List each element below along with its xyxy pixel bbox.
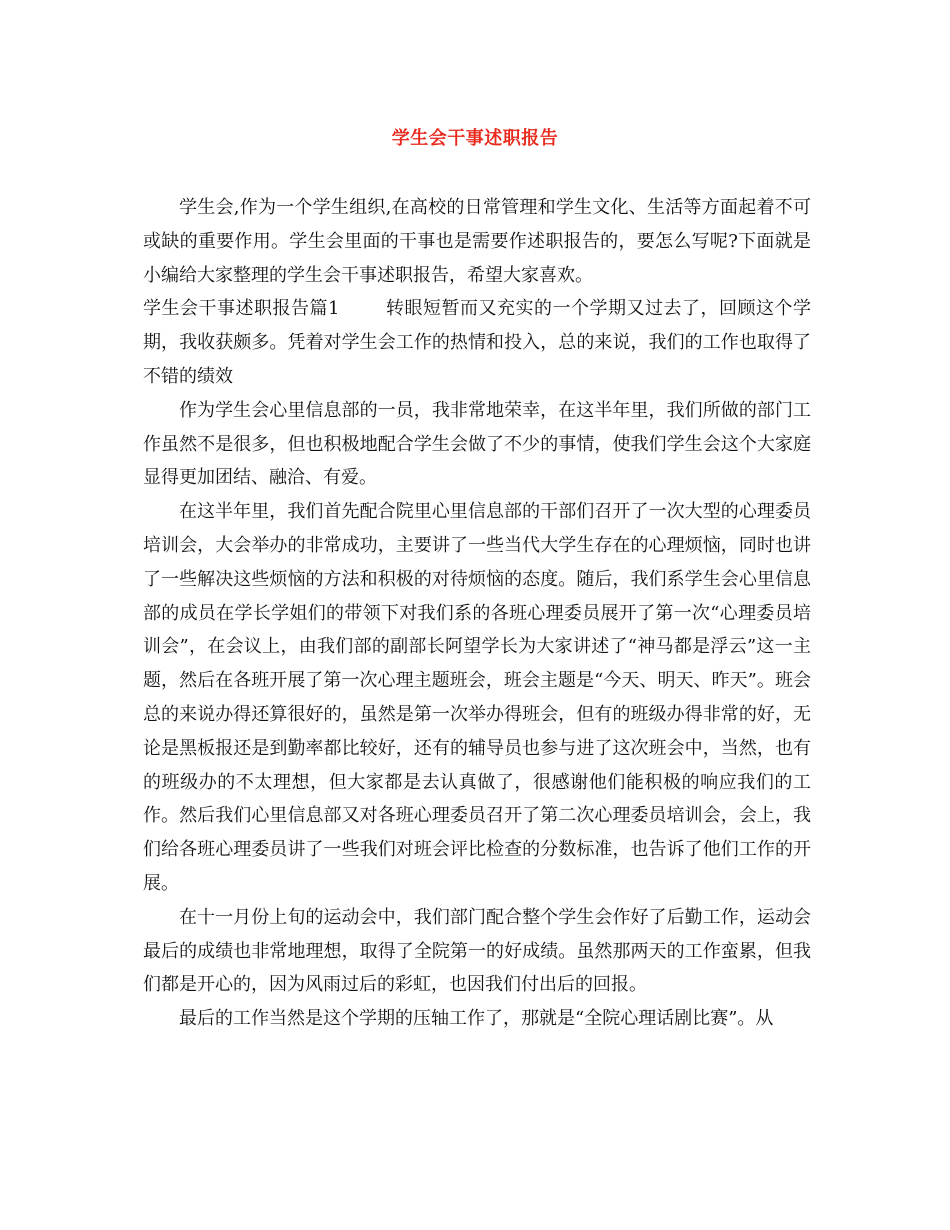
document-title: 学生会干事述职报告 (391, 128, 559, 149)
paragraph-department: 作为学生会心里信息部的一员，我非常地荣幸，在这半年里，我们所做的部门工作虽然不是很多，但也积极地配合学生会做了不少的事情，使我们学生会这个大家庭显得更加团结、融洽、有爱。 (143, 399, 811, 489)
paragraph-training: 在这半年里，我们首先配合院里心里信息部的干部们召开了一次大型的心理委员培训会，大会举办的非常成功，主要讲了一些当代大学生存在的心理烦恼，同时也讲了一些解决这些烦恼的方法和积极的对待烦恼的态度。随后，我们系学生会心里信息部的成员在学长学姐们的带领下对我们系的各班心理委员展开了第一次“心理委员培训会”，在会议上，由我们部的副部长阿望学长为大家讲述了“神马都是浮云”这一主题，然后在各班开展了第一次心理主题班会，班会主题是“今天、明天、昨天”。班会总的来说办得还算很好的，虽然是第一次举办得班会，但有的班级办得非常的好，无论是黑板报还是到勤率都比较好，还有的辅导员也参与进了这次班会中，当然，也有的班级办的不太理想，但大家都是去认真做了，很感谢他们能积极的响应我们的工作。然后我们心里信息部又对各班心理委员召开了第二次心理委员培训会，会上，我们给各班心理委员讲了一些我们对班会评比检查的分数标准，也告诉了他们工作的开展。 (143, 501, 811, 894)
paragraph-section-1 (143, 292, 811, 393)
paragraph-sports-meet: 在十一月份上旬的运动会中，我们部门配合整个学生会作好了后勤工作，运动会最后的成绩也非常地理想，取得了全院第一的好成绩。虽然那两天的工作蛮累，但我们都是开心的，因为风雨过后的彩虹，也因我们付出后的回报。 (143, 906, 811, 996)
paragraph-drama-contest: 最后的工作当然是这个学期的压轴工作了，那就是“全院心理话剧比赛”。从 (179, 1008, 774, 1030)
document-body (143, 191, 811, 1036)
section-heading: 学生会干事述职报告篇1 (143, 298, 340, 320)
paragraph-intro: 学生会,作为一个学生组织,在高校的日常管理和学生文化、生活等方面起着不可或缺的重要作用。学生会里面的干事也是需要作述职报告的，要怎么写呢?下面就是小编给大家整理的学生会干事述职报告，希望大家喜欢。 (143, 197, 811, 286)
section-1-text: 转眼短暂而又充实的一个学期又过去了，回顾这个学期，我收获颇多。凭着对学生会工作的热情和投入，总的来说，我们的工作也取得了不错的绩效 (143, 298, 811, 387)
